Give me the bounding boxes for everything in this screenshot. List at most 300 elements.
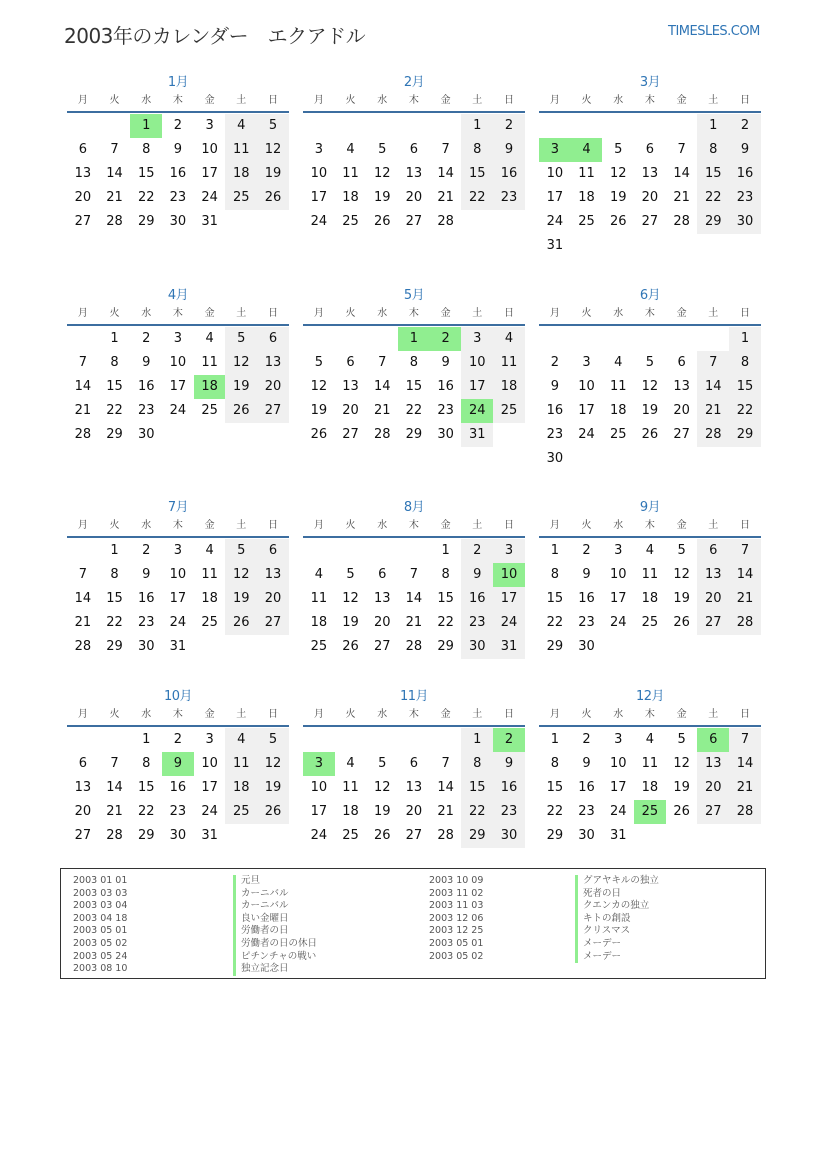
day-cell: 2 [582,543,591,558]
day-cell: 4 [205,543,214,558]
day-cell: 11 [201,355,218,370]
month-name: 4月 [167,288,189,303]
empty-cell [398,114,430,138]
day-grid [67,728,289,848]
legend-holiday-name: 独立記念日 [233,963,317,976]
day-cell: 27 [641,214,659,229]
empty-cell [666,327,698,351]
month-6 [539,287,761,471]
legend-date: 2003 05 24 [73,950,128,962]
day-cell: 7 [441,756,450,771]
day-cell: 12 [225,563,257,587]
day-cell: 17 [310,804,328,819]
day-cell: 8 [409,355,419,370]
weekday-label: 土 [472,520,483,531]
legend-date: 2003 05 02 [73,937,128,949]
weekday-header [539,706,761,727]
day-cell: 15 [405,379,423,394]
day-cell: 7 [110,756,119,771]
day-cell: 20 [697,776,729,800]
day-cell: 21 [373,403,391,418]
day-cell: 30 [729,210,761,234]
empty-cell [366,327,398,351]
day-cell: 2 [550,355,559,370]
weekday-label: 木 [644,308,655,319]
weekday-label: 火 [109,520,120,531]
day-cell: 20 [74,190,92,205]
day-cell: 25 [609,427,627,442]
empty-cell [366,539,398,563]
day-cell: 5 [645,355,655,370]
day-cell: 22 [461,800,493,824]
month-3 [539,74,761,258]
holiday-day-cell: 3 [539,138,571,162]
weekday-label: 金 [204,308,215,319]
day-cell: 9 [173,142,183,157]
day-cell: 2 [173,732,183,747]
day-cell: 9 [461,563,493,587]
day-cell: 7 [441,142,450,157]
day-cell: 15 [137,780,155,795]
day-cell: 21 [437,190,454,205]
day-cell: 2 [142,331,151,346]
legend-date: 2003 04 18 [73,912,128,924]
weekday-label: 土 [236,520,247,531]
day-cell: 2 [142,543,151,558]
day-cell: 8 [461,138,493,162]
day-cell: 13 [257,563,289,587]
legend-holiday-name: カーニバル [233,888,317,901]
day-cell: 24 [609,804,627,819]
day-cell: 9 [493,138,525,162]
day-cell: 6 [409,756,419,771]
empty-cell [366,728,398,752]
day-cell: 8 [110,355,119,370]
weekday-label: 金 [676,308,687,319]
day-cell: 5 [314,355,323,370]
day-cell: 20 [373,615,391,630]
weekday-label: 水 [613,709,624,720]
day-cell: 14 [106,166,123,181]
day-cell: 9 [582,567,591,582]
day-cell: 8 [697,138,729,162]
day-cell: 17 [578,403,595,418]
weekday-label: 木 [172,95,183,106]
day-cell: 21 [437,804,454,819]
day-cell: 30 [137,427,155,442]
day-cell: 17 [609,780,627,795]
day-cell: 1 [697,114,729,138]
day-cell: 22 [437,615,454,630]
day-cell: 19 [257,776,289,800]
day-cell: 23 [546,427,564,442]
legend-date: 2003 11 03 [429,900,484,912]
day-cell: 11 [342,166,359,181]
empty-cell [303,114,335,138]
day-cell: 19 [373,804,391,819]
day-cell: 26 [609,214,627,229]
day-cell: 17 [201,166,218,181]
day-cell: 17 [493,587,525,611]
day-cell: 11 [310,591,328,606]
day-grid [67,539,289,659]
weekday-label: 日 [267,308,278,319]
weekday-label: 土 [472,308,483,319]
empty-cell [634,114,666,138]
weekday-label: 金 [204,520,215,531]
empty-cell [571,327,603,351]
weekday-label: 金 [676,709,687,720]
day-cell: 14 [729,563,761,587]
day-cell: 9 [142,355,151,370]
day-cell: 11 [225,138,257,162]
day-cell: 30 [169,214,187,229]
empty-cell [335,114,367,138]
day-cell: 28 [74,427,92,442]
day-cell: 16 [578,780,595,795]
day-cell: 23 [137,615,155,630]
holiday-day-cell: 3 [303,752,335,776]
legend-holiday-name: グアヤキルの独立 [575,875,659,888]
day-cell: 30 [578,828,595,843]
day-cell: 2 [493,114,525,138]
day-cell: 15 [461,162,493,186]
weekday-label: 木 [408,308,419,319]
day-grid [539,728,761,848]
weekday-label: 日 [739,520,750,531]
day-cell: 27 [405,214,423,229]
day-cell: 22 [405,403,423,418]
weekday-label: 水 [613,95,624,106]
weekday-label: 木 [644,709,655,720]
weekday-label: 火 [581,520,592,531]
day-cell: 8 [142,142,151,157]
day-cell: 27 [697,611,729,635]
day-cell: 13 [257,351,289,375]
day-cell: 4 [645,732,655,747]
day-cell: 24 [169,403,187,418]
day-cell: 21 [405,615,423,630]
day-cell: 12 [225,351,257,375]
weekday-label: 土 [472,95,483,106]
empty-cell [666,114,698,138]
day-cell: 14 [405,591,423,606]
holiday-day-cell: 2 [430,327,462,351]
day-cell: 7 [409,567,419,582]
day-cell: 4 [614,355,623,370]
legend-date: 2003 03 04 [73,900,128,912]
day-cell: 10 [201,756,218,771]
weekday-label: 水 [141,308,152,319]
weekday-label: 土 [236,709,247,720]
day-cell: 10 [461,351,493,375]
day-cell: 20 [74,804,92,819]
day-cell: 6 [645,142,655,157]
day-cell: 14 [729,752,761,776]
day-cell: 25 [493,399,525,423]
month-name: 7月 [167,500,189,515]
legend-holiday-name: メーデー [575,938,659,951]
day-cell: 19 [310,403,328,418]
month-1 [67,74,289,234]
legend-date: 2003 12 25 [429,925,484,937]
day-cell: 26 [673,804,690,819]
day-cell: 15 [729,375,761,399]
empty-cell [634,327,666,351]
day-cell: 30 [437,427,454,442]
weekday-label: 金 [204,709,215,720]
day-cell: 26 [225,399,257,423]
day-cell: 5 [677,732,686,747]
day-cell: 29 [437,639,454,654]
day-cell: 21 [106,804,123,819]
day-cell: 27 [257,611,289,635]
day-cell: 17 [609,591,627,606]
month-name: 2月 [403,75,425,90]
day-cell: 3 [205,118,214,133]
day-cell: 14 [697,375,729,399]
weekday-label: 月 [313,308,324,319]
day-cell: 1 [729,327,761,351]
day-cell: 8 [142,756,151,771]
brand-logo-text[interactable]: TIMESLES.COM [668,24,760,39]
day-cell: 29 [729,423,761,447]
day-cell: 28 [106,214,123,229]
day-cell: 14 [74,591,92,606]
day-cell: 6 [346,355,355,370]
day-cell: 4 [346,142,355,157]
weekday-label: 水 [377,520,388,531]
day-cell: 4 [205,331,214,346]
empty-cell [602,327,634,351]
day-cell: 15 [546,591,564,606]
legend-right-dates [429,875,483,963]
day-grid [303,114,525,234]
legend-left-names [233,875,317,976]
holiday-day-cell: 6 [697,728,729,752]
day-cell: 12 [342,591,359,606]
day-cell: 12 [257,752,289,776]
empty-cell [571,114,603,138]
day-cell: 17 [201,780,218,795]
legend-date: 2003 05 01 [429,937,484,949]
empty-cell [303,728,335,752]
day-cell: 2 [461,539,493,563]
day-cell: 7 [378,355,387,370]
day-cell: 16 [437,379,454,394]
day-cell: 7 [110,142,119,157]
day-cell: 14 [673,166,690,181]
day-cell: 24 [169,615,187,630]
empty-cell [67,728,99,752]
day-cell: 25 [201,403,218,418]
legend-holiday-name: 死者の日 [575,888,659,901]
page-title: 2003年のカレンダー エクアドル [64,24,366,48]
day-cell: 7 [78,355,87,370]
weekday-label: 水 [141,95,152,106]
weekday-label: 金 [440,709,451,720]
weekday-label: 水 [613,520,624,531]
holiday-day-cell: 4 [571,138,603,162]
day-cell: 15 [106,379,123,394]
holiday-legend [60,868,766,979]
holiday-day-cell: 25 [634,800,666,824]
day-cell: 27 [74,828,92,843]
day-cell: 10 [609,756,627,771]
day-cell: 5 [378,756,387,771]
day-cell: 24 [493,611,525,635]
holiday-day-cell: 9 [162,752,194,776]
day-cell: 26 [373,828,391,843]
day-cell: 25 [342,214,359,229]
day-cell: 11 [609,379,627,394]
day-cell: 23 [461,611,493,635]
day-cell: 1 [142,732,151,747]
day-cell: 31 [493,635,525,659]
weekday-label: 火 [345,520,356,531]
day-cell: 31 [546,238,564,253]
day-cell: 7 [677,142,686,157]
month-name: 3月 [639,75,661,90]
day-cell: 30 [169,828,187,843]
holiday-day-cell: 10 [493,563,525,587]
day-cell: 15 [106,591,123,606]
day-cell: 24 [201,804,218,819]
day-cell: 13 [74,780,92,795]
weekday-label: 土 [472,709,483,720]
day-cell: 23 [578,804,595,819]
day-cell: 28 [405,639,423,654]
day-cell: 20 [641,190,659,205]
day-cell: 19 [609,190,627,205]
day-cell: 17 [461,375,493,399]
day-cell: 18 [641,591,659,606]
weekday-label: 金 [440,95,451,106]
day-grid [303,539,525,659]
day-cell: 20 [697,587,729,611]
day-cell: 28 [106,828,123,843]
day-cell: 16 [493,162,525,186]
day-cell: 30 [137,639,155,654]
day-cell: 13 [405,166,423,181]
legend-holiday-name: カーニバル [233,900,317,913]
month-2 [303,74,525,234]
empty-cell [398,728,430,752]
day-cell: 13 [673,379,690,394]
weekday-label: 木 [644,95,655,106]
weekday-label: 金 [676,95,687,106]
day-cell: 13 [405,780,423,795]
day-cell: 28 [729,800,761,824]
weekday-label: 木 [408,95,419,106]
day-cell: 20 [257,587,289,611]
day-cell: 29 [546,639,564,654]
day-cell: 29 [106,639,123,654]
month-name: 5月 [403,288,425,303]
weekday-header [67,92,289,113]
day-cell: 7 [729,728,761,752]
day-cell: 31 [201,828,218,843]
day-cell: 7 [697,351,729,375]
day-cell: 12 [373,780,391,795]
month-5 [303,287,525,447]
weekday-label: 火 [345,95,356,106]
day-cell: 18 [342,804,359,819]
weekday-label: 木 [408,520,419,531]
day-cell: 10 [169,355,187,370]
day-cell: 9 [441,355,450,370]
weekday-label: 水 [377,95,388,106]
legend-date: 2003 10 09 [429,875,484,886]
day-cell: 4 [645,543,655,558]
day-cell: 5 [225,327,257,351]
weekday-label: 日 [739,95,750,106]
day-cell: 3 [614,732,623,747]
day-cell: 16 [546,403,564,418]
weekday-header [67,517,289,538]
day-cell: 17 [169,379,187,394]
day-cell: 9 [550,379,559,394]
weekday-label: 木 [408,709,419,720]
day-cell: 7 [78,567,87,582]
weekday-header [303,92,525,113]
day-cell: 10 [310,780,328,795]
day-cell: 24 [201,190,218,205]
weekday-label: 月 [313,709,324,720]
day-cell: 26 [257,800,289,824]
month-name: 8月 [403,500,425,515]
day-cell: 11 [493,351,525,375]
day-cell: 16 [169,166,187,181]
month-name: 1月 [167,75,189,90]
weekday-label: 月 [313,95,324,106]
weekday-label: 土 [236,308,247,319]
day-cell: 20 [673,403,690,418]
day-cell: 11 [641,756,659,771]
day-cell: 15 [461,776,493,800]
day-cell: 3 [614,543,623,558]
day-cell: 1 [441,543,450,558]
day-cell: 21 [673,190,690,205]
day-cell: 18 [578,190,595,205]
day-cell: 17 [169,591,187,606]
day-cell: 3 [493,539,525,563]
day-cell: 6 [677,355,686,370]
day-cell: 23 [169,804,187,819]
empty-cell [539,114,571,138]
legend-holiday-name: 労働者の日 [233,925,317,938]
weekday-label: 水 [141,709,152,720]
empty-cell [335,728,367,752]
day-cell: 3 [582,355,591,370]
weekday-label: 日 [503,95,514,106]
day-cell: 4 [225,114,257,138]
weekday-label: 金 [204,95,215,106]
day-cell: 31 [169,639,187,654]
weekday-label: 水 [377,308,388,319]
weekday-label: 土 [708,95,719,106]
empty-cell [99,728,131,752]
day-cell: 21 [74,615,92,630]
day-cell: 14 [437,780,454,795]
weekday-label: 日 [503,308,514,319]
day-cell: 8 [461,752,493,776]
weekday-label: 日 [503,709,514,720]
legend-date: 2003 05 01 [73,925,128,937]
weekday-label: 月 [549,308,560,319]
day-cell: 3 [461,327,493,351]
day-cell: 23 [137,403,155,418]
